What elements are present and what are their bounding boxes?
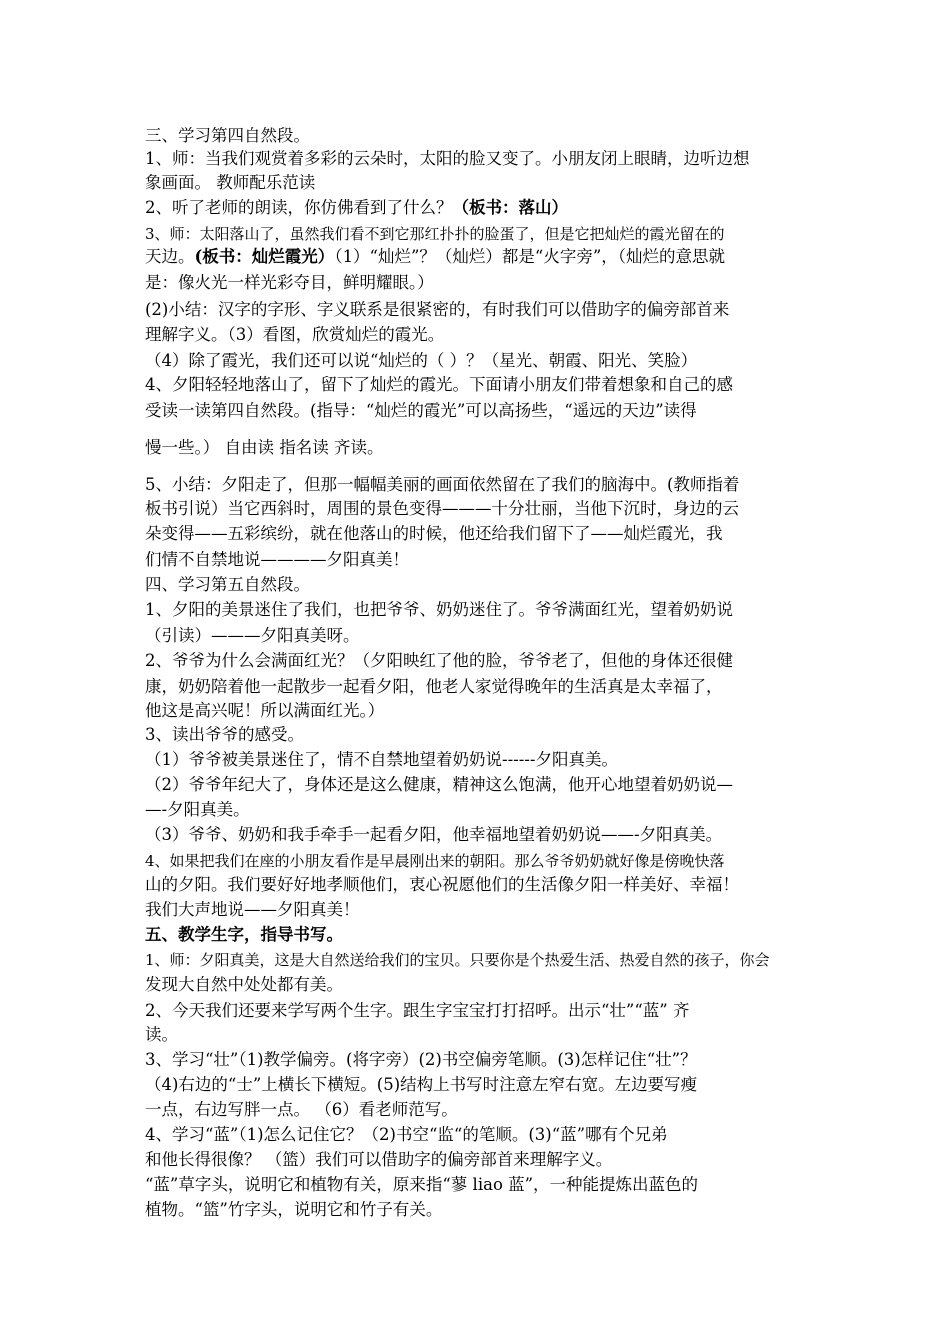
line-text: 天边。 [145,247,195,266]
paragraph-line: 发现大自然中处处都有美。 [145,975,343,994]
paragraph-line: 他这是高兴呢！所以满面红光。） [145,701,385,720]
paragraph-line: （3）爷爷、奶奶和我手牵手一起看夕阳，他幸福地望着奶奶说——-夕阳真美。 [145,825,723,844]
paragraph-line: 朵变得——五彩缤纷，就在他落山的时候，他还给我们留下了——灿烂霞光，我 [145,524,723,543]
paragraph-line: 一点，右边写胖一点。 （6）看老师范写。 [145,1100,458,1119]
paragraph-line: 理解字义。（3）看图，欣赏灿烂的霞光。 [145,325,445,344]
paragraph-line: “蓝”草字头，说明它和植物有关，原来指“蓼 liao 蓝”，一种能提炼出蓝色的 [145,1175,699,1194]
paragraph-line: 我们大声地说——夕阳真美！ [145,900,360,919]
paragraph-line: 1、师：夕阳真美，这是大自然送给我们的宝贝。只要你是个热爱生活、热爱自然的孩子，你会 [145,951,770,969]
paragraph-line: （引读）———夕阳真美呀。 [145,626,360,645]
paragraph-line: 4、如果把我们在座的小朋友看作是早晨刚出来的朝阳。那么爷爷奶奶就好像是傍晚快落 [145,852,725,870]
paragraph-line: (2)小结：汉字的字形、字义联系是很紧密的，有时我们可以借助字的偏旁部首来 [145,300,730,319]
paragraph-line: 2、爷爷为什么会满面红光？（夕阳映红了他的脸，爷爷老了，但他的身体还很健 [145,651,733,670]
paragraph-line: 是：像火光一样光彩夺目，鲜明耀眼。） [145,273,434,292]
paragraph-line: 受读一读第四自然段。(指导：“灿烂的霞光”可以高扬些，“遥远的天边”读得 [145,401,697,420]
paragraph-line: 们情不自禁地说————夕阳真美！ [145,550,409,569]
paragraph-line: 2、今天我们还要来学写两个生字。跟生字宝宝打打招呼。出示“壮”“蓝” 齐 [145,1001,690,1020]
line-text: （1）“灿烂”？（灿烂）都是“火字旁”，（灿烂的意思就 [334,247,726,266]
paragraph-line: （4）除了霞光，我们还可以说“灿烂的（ ）？（星光、朝霞、阳光、笑脸） [145,351,698,370]
paragraph-line: 康，奶奶陪着他一起散步一起看夕阳，他老人家觉得晚年的生活真是太幸福了， [145,677,723,696]
board-note: (板书：灿烂霞光） [194,247,335,266]
board-note: （板书：落山） [452,198,568,217]
paragraph-line: （4)右边的“士”上横长下横短。(5)结构上书写时注意左窄右宽。左边要写瘦 [145,1075,698,1094]
paragraph-line: 1、师：当我们观赏着多彩的云朵时，太阳的脸又变了。小朋友闭上眼睛，边听边想 [145,149,750,168]
paragraph-line: 读。 [145,1025,178,1044]
heading-section-4: 四、学习第五自然段。 [145,575,310,594]
paragraph-line: 3、读出爷爷的感受。 [145,725,304,744]
paragraph-line: 4、学习“蓝”（1)怎么记住它？（2)书空“监“的笔顺。(3)“蓝”哪有个兄弟 [145,1125,668,1144]
paragraph-line: 板书引说）当它西斜时，周围的景色变得———十分壮丽，当他下沉时，身边的云 [145,499,739,518]
paragraph-line: 3、学习“壮”（1)教学偏旁。(将字旁）(2)书空偏旁笔顺。(3)怎样记住“壮”？ [145,1050,697,1069]
paragraph-line: 3、师：太阳落山了，虽然我们看不到它那红扑扑的脸蛋了，但是它把灿烂的霞光留在的 [145,225,725,243]
paragraph-line: （2）爷爷年纪大了，身体还是这么健康，精神这么饱满，他开心地望着奶奶说— [145,775,733,794]
heading-section-3: 三、学习第四自然段。 [145,126,310,145]
paragraph-line [145,246,725,268]
paragraph-line: 象画面。 教师配乐范读 [145,173,316,192]
paragraph-line [145,197,568,219]
paragraph-line: —-夕阳真美。 [145,800,250,819]
heading-section-5: 五、教学生字，指导书写。 [145,925,343,944]
paragraph-line: 4、夕阳轻轻地落山了，留下了灿烂的霞光。下面请小朋友们带着想象和自己的感 [145,375,733,394]
paragraph-line: 植物。“篮”竹字头，说明它和竹子有关。 [145,1200,443,1219]
paragraph-line: 5、小结：夕阳走了，但那一幅幅美丽的画面依然留在了我们的脑海中。(教师指着 [145,475,740,494]
line-text: 2、听了老师的朗读，你仿佛看到了什么？ [145,198,453,217]
paragraph-line: 山的夕阳。我们要好好地孝顺他们，衷心祝愿他们的生活像夕阳一样美好、幸福！ [145,875,739,894]
paragraph-line: 和他长得很像？ （篮）我们可以借助字的偏旁部首来理解字义。 [145,1150,613,1169]
paragraph-line: （1）爷爷被美景迷住了，情不自禁地望着奶奶说------夕阳真美。 [145,750,618,769]
paragraph-line: 慢一些。） 自由读 指名读 齐读。 [145,438,384,457]
paragraph-line: 1、夕阳的美景迷住了我们，也把爷爷、奶奶迷住了。爷爷满面红光，望着奶奶说 [145,600,733,619]
